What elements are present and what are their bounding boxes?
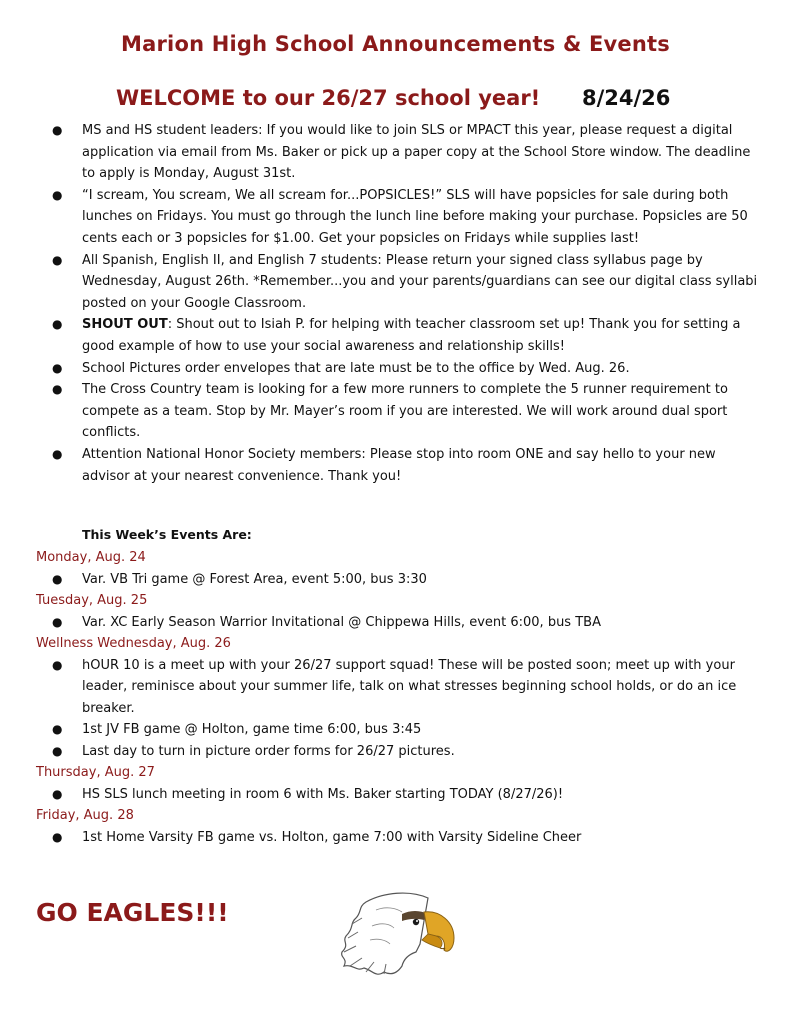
announcement-text: Attention National Honor Society members: Please stop into room ONE and say hello to your new advisor at your nearest convenience. Thank you! — [82, 446, 716, 484]
event-item — [0, 719, 791, 741]
event-item — [0, 784, 791, 806]
event-text: 1st JV FB game @ Holton, game time 6:00, bus 3:45 — [82, 722, 422, 737]
event-list — [0, 784, 791, 806]
event-text: HS SLS lunch meeting in room 6 with Ms. Baker starting TODAY (8/27/26)! — [82, 786, 564, 802]
announcement-text: School Pictures order envelopes that are late must be to the office by Wed. Aug. 26. — [82, 360, 630, 376]
event-text: hOUR 10 is a meet up with your 26/27 support squad! These will be posted soon; meet up with your leader, reminisce about your summer life, talk on what stresses beginning school holds, or do an ice breaker. — [82, 657, 737, 716]
bullet-icon: ● — [52, 446, 63, 461]
event-list — [0, 569, 791, 591]
announcement-text: MS and HS student leaders: If you would like to join SLS or MPACT this year, please request a digital application via email from Ms. Baker or pick up a paper copy at the School Store window. The deadline to apply is Monday, August 31st. — [82, 123, 751, 182]
event-list — [0, 827, 791, 849]
announcement-item — [0, 250, 791, 315]
announcements-list — [0, 120, 791, 487]
announcement-item — [0, 120, 791, 185]
bullet-icon: ● — [52, 829, 63, 844]
bullet-icon: ● — [52, 743, 63, 758]
event-text: 1st Home Varsity FB game vs. Holton, game 7:00 with Varsity Sideline Cheer — [82, 829, 582, 845]
bullet-icon: ● — [52, 614, 63, 629]
bullet-icon: ● — [52, 657, 63, 672]
event-day-heading: Friday, Aug. 28 — [36, 808, 134, 823]
weekly-events — [0, 547, 791, 848]
page-title: Marion High School Announcements & Events — [121, 32, 670, 56]
bullet-icon: ● — [52, 382, 63, 397]
event-day-heading: Monday, Aug. 24 — [36, 550, 146, 565]
event-day-heading: Wellness Wednesday, Aug. 26 — [36, 636, 231, 651]
event-list — [0, 655, 791, 763]
bullet-icon: ● — [52, 187, 63, 202]
event-day-heading: Thursday, Aug. 27 — [36, 765, 155, 780]
bullet-icon: ● — [52, 722, 63, 736]
event-item — [0, 741, 791, 763]
go-eagles-slogan: GO EAGLES!!! — [36, 898, 229, 927]
announcement-text: All Spanish, English II, and English 7 students: Please return your signed class syllabus page by Wednesday, August 26th. *Remember...you and your parents/guardians can see our digital class syllabi posted on your Google Classroom. — [82, 252, 758, 311]
announcement-item — [0, 185, 791, 250]
announcement-bold: SHOUT OUT — [82, 317, 168, 333]
event-item — [0, 655, 791, 720]
announcement-text: The Cross Country team is looking for a few more runners to complete the 5 runner requirement to compete as a team. Stop by Mr. Mayer’s room if you are interested. We will work around dual sport conflicts. — [82, 382, 728, 441]
bullet-icon: ● — [52, 571, 63, 586]
event-text: Last day to turn in picture order forms for 26/27 pictures. — [82, 743, 455, 759]
event-day-heading: Tuesday, Aug. 25 — [36, 593, 148, 608]
event-list — [0, 612, 791, 634]
bullet-icon: ● — [52, 317, 63, 332]
events-heading: This Week’s Events Are: — [82, 527, 252, 542]
announcement-item — [0, 358, 791, 380]
announcement-date: 8/24/26 — [582, 86, 671, 110]
announcement-text: : Shout out to Isiah P. for helping with teacher classroom set up! Thank you for setting a good example of how to use your social awareness and relationship skills! — [82, 317, 741, 354]
announcement-item — [0, 379, 791, 444]
bullet-icon: ● — [52, 360, 63, 375]
welcome-heading: WELCOME to our 26/27 school year! — [116, 86, 541, 110]
event-item — [0, 569, 791, 591]
bullet-icon: ● — [52, 123, 63, 137]
event-item — [0, 827, 791, 849]
announcement-text: “I scream, You scream, We all scream for...POPSICLES!” SLS will have popsicles for sale during both lunches on Fridays. You must go through the lunch line before making your purchase. Popsicles are 50 cents each or 3 popsicles for $1.00. Get your popsicles on Fridays while supplies last! — [82, 187, 748, 246]
event-text: Var. XC Early Season Warrior Invitational @ Chippewa Hills, event 6:00, bus TBA — [82, 614, 601, 630]
bullet-icon: ● — [52, 252, 63, 267]
event-item — [0, 612, 791, 634]
bullet-icon: ● — [52, 786, 63, 801]
event-text: Var. VB Tri game @ Forest Area, event 5:00, bus 3:30 — [82, 571, 427, 587]
announcement-item — [0, 314, 791, 357]
announcement-item — [0, 444, 791, 487]
eagle-head-icon — [332, 888, 462, 984]
